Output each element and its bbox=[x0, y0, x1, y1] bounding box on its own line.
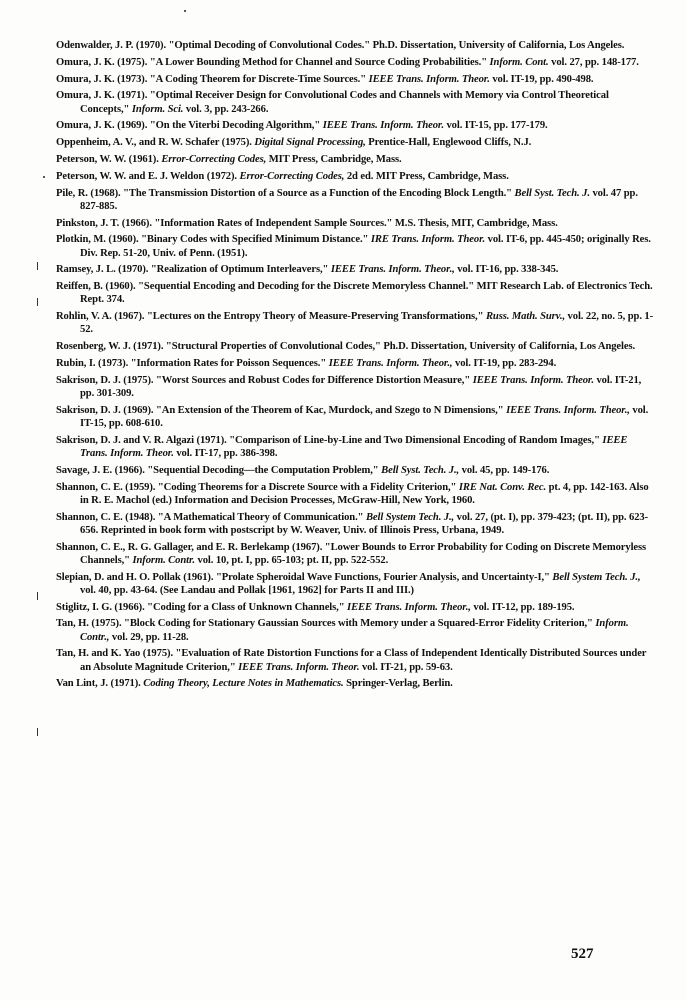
reference-text: Van Lint, J. (1971). bbox=[56, 678, 144, 690]
reference-details: vol. 22, no. 5, pp. 1-52. bbox=[80, 311, 654, 336]
margin-mark bbox=[37, 262, 38, 270]
reference-journal: Bell System Tech. J., bbox=[365, 511, 455, 523]
reference-entry bbox=[56, 136, 656, 149]
reference-text: Shannon, C. E. (1959). "Coding Theorems for a Discrete Source with a Fidelity Criterion," bbox=[56, 481, 459, 493]
reference-text: Reiffen, B. (1960). "Sequential Encoding and Decoding for the Discrete Memoryless Channel." MIT Research Lab. of Electronics Tech. Rept. 374. bbox=[56, 281, 653, 306]
reference-details: vol. 29, pp. 11-28. bbox=[109, 631, 189, 643]
reference-text: Slepian, D. and H. O. Pollak (1961). "Prolate Spheroidal Wave Functions, Fourier Analysis, and Uncertainty-I," bbox=[56, 571, 553, 583]
reference-details: vol. IT-12, pp. 189-195. bbox=[470, 601, 575, 613]
reference-details: vol. 27, (pt. I), pp. 379-423; (pt. II), pp. 623-656. Reprinted in book form with postscript by W. Weaver, Univ. of Illinois Press, Urbana, 1949. bbox=[80, 511, 649, 536]
reference-text: Rubin, I. (1973). "Information Rates for Poisson Sequences." bbox=[56, 357, 329, 369]
reference-journal: Inform. Cont. bbox=[489, 56, 549, 68]
reference-text: Tan, H. (1975). "Block Coding for Stationary Gaussian Sources with Memory under a Squared-Error Fidelity Criterion," bbox=[56, 618, 596, 630]
reference-text: Omura, J. K. (1971). "Optimal Receiver Design for Convolutional Codes and Channels with Memory via Control Theoretical Concepts," bbox=[56, 90, 609, 115]
reference-journal: Bell System Tech. J., bbox=[552, 571, 641, 583]
reference-details: vol. IT-21, pp. 59-63. bbox=[359, 661, 453, 673]
reference-entry bbox=[56, 434, 656, 460]
reference-text: Peterson, W. W. (1961). bbox=[56, 153, 162, 165]
reference-text: Peterson, W. W. and E. J. Weldon (1972). bbox=[56, 170, 240, 182]
reference-details: vol. 45, pp. 149-176. bbox=[459, 464, 550, 476]
reference-text: Pinkston, J. T. (1966). "Information Rates of Independent Sample Sources." M.S. Thesis, MIT, Cambridge, Mass. bbox=[56, 217, 558, 229]
reference-text: Omura, J. K. (1969). "On the Viterbi Decoding Algorithm," bbox=[56, 120, 323, 132]
reference-entry bbox=[56, 187, 656, 213]
reference-entry bbox=[56, 617, 656, 643]
reference-details: vol. IT-19, pp. 490-498. bbox=[489, 73, 594, 85]
reference-text: Omura, J. K. (1975). "A Lower Bounding Method for Channel and Source Coding Probabilities." bbox=[56, 56, 490, 68]
reference-text: Stiglitz, I. G. (1966). "Coding for a Class of Unknown Channels," bbox=[56, 601, 348, 613]
reference-entry bbox=[56, 73, 656, 86]
reference-entry bbox=[56, 119, 656, 132]
reference-details: vol. IT-17, pp. 386-398. bbox=[173, 447, 278, 459]
reference-text: Ramsey, J. L. (1970). "Realization of Optimum Interleavers," bbox=[56, 264, 331, 276]
reference-entry bbox=[56, 541, 656, 567]
reference-details: vol. 27, pp. 148-177. bbox=[548, 56, 639, 68]
reference-entry bbox=[56, 511, 656, 537]
reference-journal: IEEE Trans. Inform. Theor. bbox=[322, 120, 444, 132]
reference-details: Springer-Verlag, Berlin. bbox=[343, 678, 453, 690]
reference-details: vol. IT-21, pp. 301-309. bbox=[80, 374, 642, 399]
reference-journal: IEEE Trans. Inform. Theor., bbox=[347, 601, 471, 613]
reference-details: MIT Press, Cambridge, Mass. bbox=[266, 153, 402, 165]
reference-entry bbox=[56, 56, 656, 69]
reference-entry bbox=[56, 464, 656, 477]
reference-journal: IEEE Trans. Inform. Theor. bbox=[238, 661, 360, 673]
reference-text: Omura, J. K. (1973). "A Coding Theorem for Discrete-Time Sources." bbox=[56, 73, 369, 85]
reference-details: 2d ed. MIT Press, Cambridge, Mass. bbox=[344, 170, 509, 182]
reference-entry bbox=[56, 374, 656, 400]
reference-entry bbox=[56, 357, 656, 370]
reference-entry bbox=[56, 89, 656, 115]
reference-details: vol. IT-19, pp. 283-294. bbox=[452, 357, 557, 369]
reference-journal: Russ. Math. Surv., bbox=[485, 311, 565, 323]
reference-text: Sakrison, D. J. and V. R. Algazi (1971). "Comparison of Line-by-Line and Two Dimensional Encoding of Random Images," bbox=[56, 434, 603, 446]
reference-details: vol. 10, pt. I, pp. 65-103; pt. II, pp. 522-552. bbox=[194, 554, 389, 566]
reference-details: vol. IT-16, pp. 338-345. bbox=[454, 264, 559, 276]
reference-journal: IRE Trans. Inform. Theor. bbox=[370, 234, 486, 246]
reference-journal: IRE Nat. Conv. Rec. bbox=[458, 481, 547, 493]
reference-journal: IEEE Trans. Inform. Theor., bbox=[506, 404, 630, 416]
reference-entry bbox=[56, 404, 656, 430]
scan-speck bbox=[43, 176, 45, 178]
reference-text: Sakrison, D. J. (1975). "Worst Sources and Robust Codes for Difference Distortion Measure," bbox=[56, 374, 473, 386]
reference-text: Tan, H. and K. Yao (1975). "Evaluation of Rate Distortion Functions for a Class of Independent Identically Distributed Sources under an Absolute Magnitude Criterion," bbox=[56, 648, 647, 673]
reference-text: Oppenheim, A. V., and R. W. Schafer (1975). bbox=[56, 137, 255, 149]
reference-entry bbox=[56, 647, 656, 673]
reference-text: Rohlin, V. A. (1967). "Lectures on the Entropy Theory of Measure-Preserving Transformations," bbox=[56, 311, 486, 323]
reference-journal: IEEE Trans. Inform. Theor., bbox=[330, 264, 455, 276]
reference-text: Pile, R. (1968). "The Transmission Distortion of a Source as a Function of the Encoding Block Length." bbox=[56, 187, 515, 199]
reference-journal: Inform. Contr., bbox=[80, 618, 629, 643]
margin-mark bbox=[37, 728, 38, 736]
reference-text: Savage, J. E. (1966). "Sequential Decoding—the Computation Problem," bbox=[56, 464, 382, 476]
reference-entry bbox=[56, 677, 656, 690]
reference-journal: IEEE Trans. Inform. Theor., bbox=[328, 357, 453, 369]
reference-details: vol. IT-6, pp. 445-450; originally Res. Div. Rep. 51-20, Univ. of Penn. (1951). bbox=[80, 234, 651, 259]
reference-entry bbox=[56, 601, 656, 614]
reference-journal: IEEE Trans. Inform. Theor. bbox=[80, 434, 628, 459]
margin-mark bbox=[37, 592, 38, 600]
reference-entry bbox=[56, 263, 656, 276]
reference-details: Prentice-Hall, Englewood Cliffs, N.J. bbox=[365, 137, 532, 149]
reference-entry bbox=[56, 39, 656, 52]
reference-journal: Coding Theory, Lecture Notes in Mathematics. bbox=[143, 678, 344, 690]
reference-journal: Digital Signal Processing, bbox=[254, 137, 366, 149]
reference-entry bbox=[56, 233, 656, 259]
reference-text: Shannon, C. E. (1948). "A Mathematical Theory of Communication." bbox=[56, 511, 366, 523]
margin-mark bbox=[37, 298, 38, 306]
reference-journal: Error-Correcting Codes, bbox=[161, 153, 267, 165]
reference-details: pt. 4, pp. 142-163. Also in R. E. Machol (ed.) Information and Decision Processes, McGraw-Hill, New York, 1960. bbox=[80, 481, 649, 506]
reference-journal: Bell Syst. Tech. J., bbox=[381, 464, 460, 476]
reference-details: vol. 3, pp. 243-266. bbox=[183, 103, 269, 115]
reference-text: Odenwalder, J. P. (1970). "Optimal Decoding of Convolutional Codes." Ph.D. Dissertation, University of California, Los Angeles. bbox=[56, 40, 625, 51]
reference-details: vol. IT-15, pp. 177-179. bbox=[443, 120, 548, 132]
reference-journal: Error-Correcting Codes, bbox=[239, 170, 345, 182]
reference-text: Shannon, C. E., R. G. Gallager, and E. R. Berlekamp (1967). "Lower Bounds to Error Probability for Coding on Discrete Memoryless Channels," bbox=[56, 541, 647, 566]
reference-journal: Inform. Sci. bbox=[131, 103, 184, 115]
reference-entry bbox=[56, 153, 656, 166]
reference-journal: Bell Syst. Tech. J. bbox=[514, 187, 590, 199]
reference-journal: IEEE Trans. Inform. Theor. bbox=[368, 73, 490, 85]
reference-text: Plotkin, M. (1960). "Binary Codes with Specified Minimum Distance." bbox=[56, 234, 371, 246]
reference-journal: IEEE Trans. Inform. Theor. bbox=[472, 374, 594, 386]
reference-journal: Inform. Contr. bbox=[132, 554, 195, 566]
page-number: 527 bbox=[571, 946, 594, 962]
reference-entry bbox=[56, 217, 656, 230]
reference-entry bbox=[56, 571, 656, 597]
reference-details: vol. 40, pp. 43-64. (See Landau and Pollak [1961, 1962] for Parts II and III.) bbox=[80, 584, 414, 596]
reference-list bbox=[56, 39, 656, 694]
reference-details: vol. IT-15, pp. 608-610. bbox=[80, 404, 649, 429]
scan-speck bbox=[184, 10, 186, 12]
reference-text: Sakrison, D. J. (1969). "An Extension of the Theorem of Kac, Murdock, and Szego to N Dimensions," bbox=[56, 404, 507, 416]
reference-entry bbox=[56, 310, 656, 336]
reference-entry bbox=[56, 170, 656, 183]
reference-entry bbox=[56, 481, 656, 507]
reference-details: vol. 47 pp. 827-885. bbox=[80, 187, 638, 212]
reference-entry bbox=[56, 280, 656, 306]
reference-entry bbox=[56, 340, 656, 353]
reference-text: Rosenberg, W. J. (1971). "Structural Properties of Convolutional Codes," Ph.D. Dissertation, University of California, Los Angeles. bbox=[56, 341, 636, 353]
